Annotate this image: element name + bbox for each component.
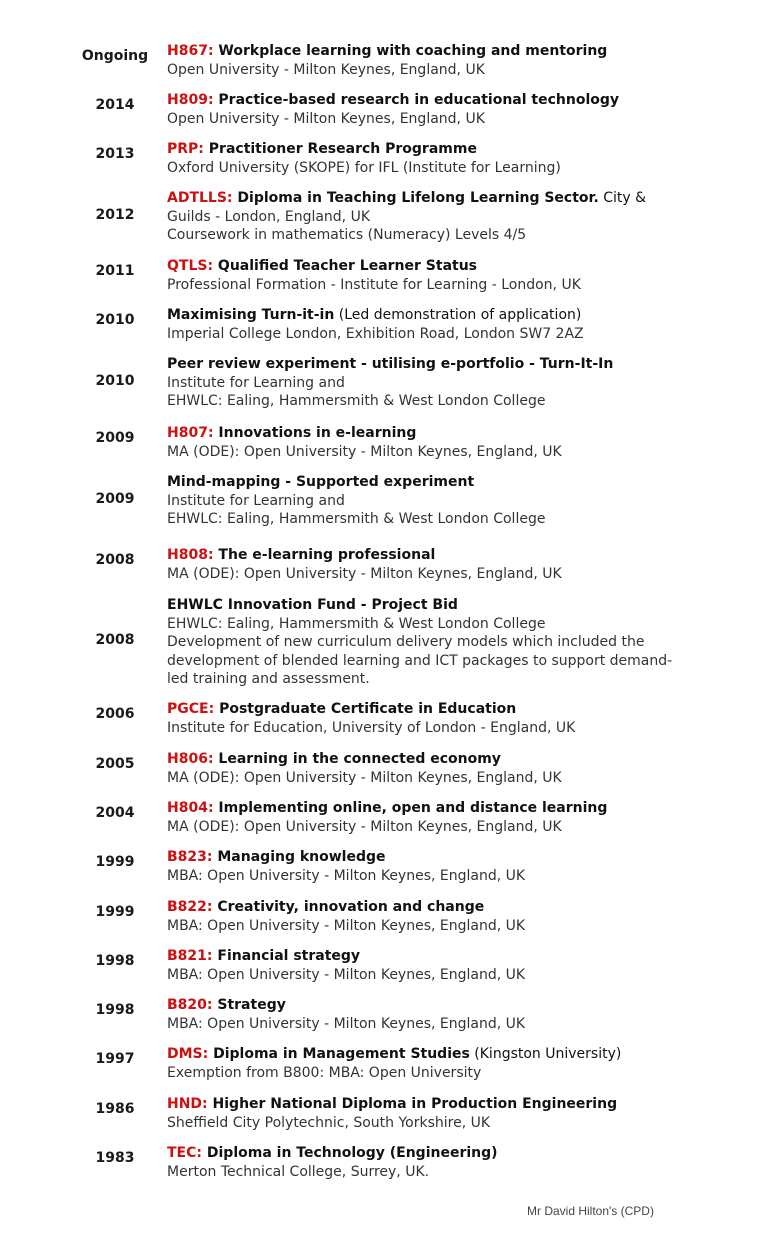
entry-title-line: [167, 848, 687, 867]
entry-content: [167, 306, 687, 343]
entry-title-line: [167, 424, 687, 443]
entry-content: [167, 189, 687, 245]
entry-content: [167, 257, 687, 294]
course-title: Implementing online, open and distance learning: [213, 800, 608, 816]
entry-year: 2010: [95, 373, 135, 389]
entry-detail-line: Sheffield City Polytechnic, South Yorkshire, UK: [167, 1114, 491, 1131]
course-code: B821:: [167, 948, 213, 964]
course-title: Practice-based research in educational technology: [213, 92, 620, 108]
entry-detail-line: Coursework in mathematics (Numeracy) Levels 4/5: [167, 227, 527, 243]
course-title: Mind-mapping - Supported experiment: [167, 474, 475, 490]
course-title: Diploma in Management Studies: [208, 1046, 470, 1062]
entry-detail-line: Institute for Education, University of London - England, UK: [167, 719, 576, 736]
entry-year: 2009: [95, 430, 135, 446]
course-title: Strategy: [212, 997, 286, 1013]
entry-title-line: [167, 700, 687, 719]
entry-title-line: [167, 799, 687, 818]
entry-year: 2014: [95, 97, 135, 113]
entry-content: [167, 42, 687, 79]
entry-detail-line: MBA: Open University - Milton Keynes, England, UK: [167, 867, 526, 884]
entry-detail-line: Oxford University (SKOPE) for IFL (Institute for Learning): [167, 159, 561, 176]
entry-year: 2012: [95, 207, 135, 223]
entry-detail-line: led training and assessment.: [167, 671, 370, 687]
entry-year: 2010: [95, 312, 135, 328]
entry-detail-line: EHWLC: Ealing, Hammersmith & West London College: [167, 615, 546, 632]
entry-title-line: [167, 91, 687, 110]
course-code: H807:: [167, 425, 214, 441]
entry-content: [167, 140, 687, 177]
course-title: EHWLC Innovation Fund - Project Bid: [167, 597, 458, 613]
entry-content: [167, 546, 687, 583]
course-title: Qualified Teacher Learner Status: [213, 258, 478, 274]
entry-detail-line: Institute for Learning and: [167, 374, 345, 391]
entry-year: 2008: [95, 632, 135, 648]
course-code: H808:: [167, 547, 214, 563]
entry-detail-line: development of blended learning and ICT packages to support demand-: [167, 652, 673, 669]
entry-content: [167, 996, 687, 1033]
entry-title-line: [167, 546, 687, 565]
entry-title-line: [167, 596, 687, 615]
entry-detail-line: Open University - Milton Keynes, England, UK: [167, 61, 485, 78]
course-title: Creativity, innovation and change: [212, 899, 485, 915]
course-code: QTLS:: [167, 258, 214, 274]
entry-title-line: [167, 898, 687, 917]
entry-detail-line: Institute for Learning and: [167, 492, 345, 509]
entry-content: [167, 700, 687, 737]
course-code: ADTLLS:: [167, 190, 233, 206]
entry-year: 2009: [95, 491, 135, 507]
course-title: Diploma in Teaching Lifelong Learning Sector.: [232, 190, 599, 206]
course-code: B820:: [167, 997, 213, 1013]
entry-year: 2006: [95, 706, 135, 722]
course-code: H804:: [167, 800, 214, 816]
entry-year: 1997: [95, 1051, 135, 1067]
entry-detail-line: Imperial College London, Exhibition Road, London SW7 2AZ: [167, 325, 584, 342]
entry-detail-line: MBA: Open University - Milton Keynes, England, UK: [167, 966, 526, 983]
course-title-suffix: (Kingston University): [469, 1046, 622, 1062]
entry-detail-line: Guilds - London, England, UK: [167, 208, 371, 225]
entry-content: [167, 91, 687, 128]
course-code: PRP:: [167, 141, 204, 157]
entry-year: 2005: [95, 756, 135, 772]
entry-year: 1999: [95, 904, 135, 920]
entry-detail-line: MA (ODE): Open University - Milton Keynes, England, UK: [167, 565, 562, 582]
entry-content: [167, 596, 687, 689]
entry-detail-line: MBA: Open University - Milton Keynes, England, UK: [167, 917, 526, 934]
entry-title-line: [167, 140, 687, 159]
entry-detail-line: EHWLC: Ealing, Hammersmith & West London College: [167, 393, 546, 409]
entry-year: 1983: [95, 1150, 135, 1166]
entry-detail-line: EHWLC: Ealing, Hammersmith & West London College: [167, 511, 546, 527]
course-title: The e-learning professional: [213, 547, 436, 563]
entry-title-line: [167, 257, 687, 276]
entry-title-line: [167, 355, 687, 374]
entry-title-line: [167, 996, 687, 1015]
entry-year: Ongoing: [81, 48, 149, 64]
course-title: Postgraduate Certificate in Education: [214, 701, 517, 717]
entry-content: [167, 750, 687, 787]
course-title: Peer review experiment - utilising e-portfolio - Turn-It-In: [167, 356, 614, 372]
entry-content: [167, 424, 687, 461]
course-title: Practitioner Research Programme: [203, 141, 477, 157]
course-code: H809:: [167, 92, 214, 108]
entry-year: 1998: [95, 953, 135, 969]
course-code: DMS:: [167, 1046, 209, 1062]
course-title: Workplace learning with coaching and mentoring: [213, 43, 608, 59]
entry-title-line: [167, 306, 687, 325]
entry-year: 1986: [95, 1101, 135, 1117]
entry-year: 2013: [95, 146, 135, 162]
course-title: Higher National Diploma in Production Engineering: [207, 1096, 618, 1112]
course-code: HND:: [167, 1096, 208, 1112]
course-code: TEC:: [167, 1145, 202, 1161]
entry-title-line: [167, 1095, 687, 1114]
course-title: Maximising Turn-it-in: [167, 307, 335, 323]
entry-title-line: [167, 750, 687, 769]
entry-title-line: [167, 1144, 687, 1163]
entry-detail-line: Professional Formation - Institute for Learning - London, UK: [167, 276, 581, 293]
entry-detail-line: Open University - Milton Keynes, England, UK: [167, 110, 485, 127]
course-title-suffix: (Led demonstration of application): [334, 307, 582, 323]
entry-year: 2011: [95, 263, 135, 279]
entry-detail-line: MA (ODE): Open University - Milton Keynes, England, UK: [167, 769, 562, 786]
course-title: Financial strategy: [212, 948, 361, 964]
footer-author: Mr David Hilton's (CPD): [527, 1204, 654, 1218]
course-code: B823:: [167, 849, 213, 865]
entry-content: [167, 898, 687, 935]
entry-title-line: [167, 473, 687, 492]
entry-detail-line: MBA: Open University - Milton Keynes, England, UK: [167, 1015, 526, 1032]
entry-content: [167, 947, 687, 984]
entry-detail-line: Merton Technical College, Surrey, UK.: [167, 1163, 430, 1180]
entry-content: [167, 848, 687, 885]
course-title: Learning in the connected economy: [213, 751, 501, 767]
entry-content: [167, 799, 687, 836]
entry-detail-line: MA (ODE): Open University - Milton Keynes, England, UK: [167, 443, 562, 460]
entry-detail-line: Development of new curriculum delivery models which included the: [167, 634, 645, 650]
course-title: Diploma in Technology (Engineering): [202, 1145, 498, 1161]
entry-content: [167, 1045, 687, 1082]
entry-content: [167, 473, 687, 529]
entry-year: 1999: [95, 854, 135, 870]
course-title: Innovations in e-learning: [213, 425, 417, 441]
course-code: H867:: [167, 43, 214, 59]
entry-title-line: [167, 1045, 687, 1064]
entry-year: 1998: [95, 1002, 135, 1018]
entry-year: 2008: [95, 552, 135, 568]
entry-detail-line: MA (ODE): Open University - Milton Keynes, England, UK: [167, 818, 562, 835]
entry-title-line: [167, 42, 687, 61]
course-code: H806:: [167, 751, 214, 767]
entry-year: 2004: [95, 805, 135, 821]
entry-detail-line: Exemption from B800: MBA: Open University: [167, 1064, 482, 1081]
entry-content: [167, 1144, 687, 1181]
entry-title-line: [167, 947, 687, 966]
course-title-suffix: City &: [598, 190, 647, 206]
entry-content: [167, 355, 687, 411]
course-title: Managing knowledge: [212, 849, 386, 865]
course-code: PGCE:: [167, 701, 215, 717]
entry-title-line: [167, 189, 687, 208]
entry-content: [167, 1095, 687, 1132]
course-code: B822:: [167, 899, 213, 915]
